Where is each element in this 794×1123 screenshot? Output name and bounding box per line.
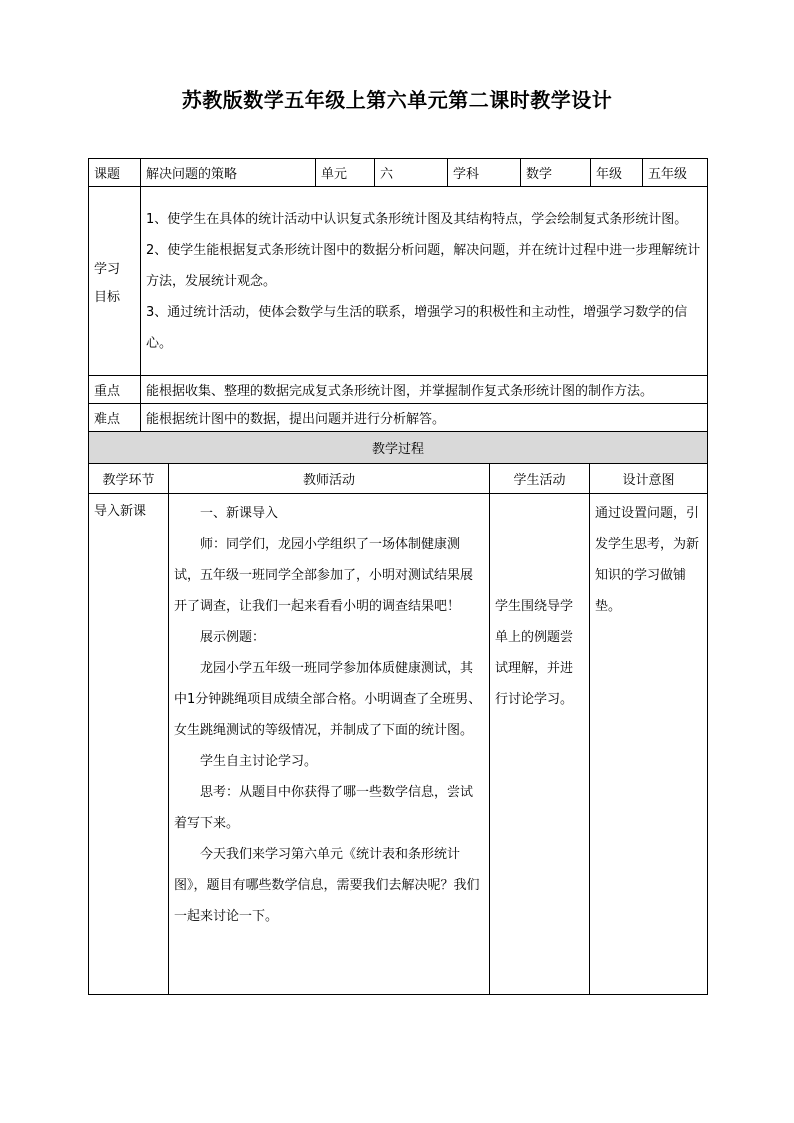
subject-value: 数学 [521,159,591,187]
process-table [88,431,708,995]
unit-label: 单元 [316,159,375,187]
teacher-paragraph: 今天我们来学习第六单元《统计表和条形统计图》，题目有哪些数学信息，需要我们去解决呢？我们一起来讨论一下。 [174,847,480,924]
teacher-paragraph: 师：同学们，龙园小学组织了一场体制健康测试，五年级一班同学全部参加了，小明对测试结果展开了调查，让我们一起来看看小明的调查结果吧！ [174,537,474,614]
info-row-key [89,376,708,404]
design-intent-cell [590,494,708,995]
teacher-paragraph: 一、新课导入 [200,506,279,521]
topic-label: 课题 [89,159,141,187]
teacher-paragraph: 学生自主讨论学习。 [200,754,318,769]
goals-label-line2: 目标 [94,289,121,305]
goal-item: 1、使学生在具体的统计活动中认识复式条形统计图及其结构特点，学会绘制复式条形统计图。 [146,211,688,227]
process-header-row [89,432,708,464]
stage-label: 导入新课 [94,504,147,519]
teacher-paragraph: 思考：从题目中你获得了哪一些数学信息，尝试着写下来。 [174,785,474,831]
goal-item: 2、使学生能根据复式条形统计图中的数据分析问题，解决问题，并在统计过程中进一步理解统计方法，发展统计观念。 [146,242,701,289]
student-activity-cell [490,494,590,995]
process-column-headers [89,464,708,494]
process-header: 教学过程 [89,432,708,464]
col-teacher-header: 教师活动 [169,464,490,494]
goals-label-line1: 学习 [94,261,121,277]
document-title: 苏教版数学五年级上第六单元第二课时教学设计 [181,88,613,112]
difficulty-value: 能根据统计图中的数据，提出问题并进行分析解答。 [141,404,708,432]
grade-label: 年级 [591,159,643,187]
teacher-paragraph: 展示例题： [200,630,266,645]
info-row-difficulty [89,404,708,432]
goal-item: 3、通过统计活动，使体会数学与生活的联系，增强学习的积极性和主动性，增强学习数学的信心。 [146,304,688,351]
info-row-basic [89,159,708,187]
design-intent-text: 通过设置问题，引发学生思考，为新知识的学习做铺垫。 [595,506,700,614]
key-label: 重点 [89,376,141,404]
col-stage-header: 教学环节 [89,464,169,494]
info-row-goals [89,187,708,376]
teacher-activity-cell [169,494,490,995]
stage-cell [89,494,169,995]
info-table [88,158,708,432]
grade-value: 五年级 [643,159,708,187]
difficulty-label: 难点 [89,404,141,432]
unit-value: 六 [375,159,448,187]
col-intent-header: 设计意图 [590,464,708,494]
teacher-paragraph: 龙园小学五年级一班同学参加体质健康测试，其中1分钟跳绳项目成绩全部合格。小明调查了全班男、女生跳绳测试的等级情况，并制成了下面的统计图。 [174,661,482,738]
process-row-intro [89,494,708,995]
key-value: 能根据收集、整理的数据完成复式条形统计图，并掌握制作复式条形统计图的制作方法。 [141,376,708,404]
goals-label [89,187,141,376]
student-activity-text: 学生围绕导学单上的例题尝试理解，并进行讨论学习。 [495,599,574,707]
topic-value: 解决问题的策略 [141,159,316,187]
goals-content [141,187,708,376]
subject-label: 学科 [448,159,521,187]
col-student-header: 学生活动 [490,464,590,494]
